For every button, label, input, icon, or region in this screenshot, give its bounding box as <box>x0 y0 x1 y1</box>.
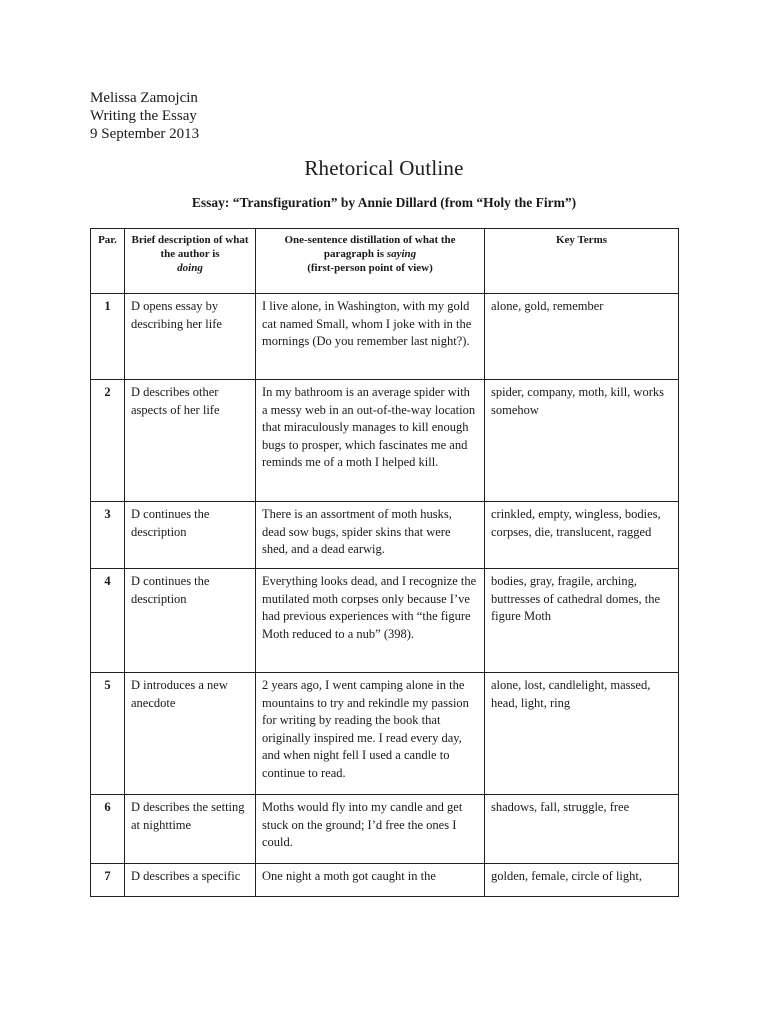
essay-subtitle: Essay: “Transfiguration” by Annie Dillard (from “Holy the Firm”) <box>191 195 577 210</box>
doing-cell: D describes the setting at nighttime <box>125 795 256 864</box>
rhetorical-outline-table <box>90 228 679 897</box>
doing-cell: D describes a specific <box>125 864 256 897</box>
author-name: Melissa Zamojcin <box>90 90 198 106</box>
par-number: 2 <box>91 380 125 502</box>
saying-cell: In my bathroom is an average spider with a messy web in an out-of-the-way location that miraculously manages to kill enough bugs to prosper, which fascinates me and reminds me of a moth I helped kill. <box>256 380 485 502</box>
table-row <box>91 380 679 502</box>
table-row <box>91 502 679 569</box>
table-row <box>91 864 679 897</box>
table-row <box>91 569 679 673</box>
table-row <box>91 294 679 380</box>
header-key-terms: Key Terms <box>485 229 679 294</box>
saying-cell: Everything looks dead, and I recognize the mutilated moth corpses only because I’ve had previous experiences with “the figure Moth reduced to a nub” (398). <box>256 569 485 673</box>
header-doing: Brief description of what the author is doing <box>125 229 256 294</box>
saying-cell: 2 years ago, I went camping alone in the mountains to try and rekindle my passion for writing by reading the book that originally inspired me. I read every day, and when night fell I used a candle to continue to read. <box>256 673 485 795</box>
key-terms-cell: alone, lost, candlelight, massed, head, light, ring <box>485 673 679 795</box>
doing-cell: D introduces a new anecdote <box>125 673 256 795</box>
par-number: 3 <box>91 502 125 569</box>
key-terms-cell: golden, female, circle of light, <box>485 864 679 897</box>
saying-cell: Moths would fly into my candle and get stuck on the ground; I’d free the ones I could. <box>256 795 485 864</box>
table-header-row <box>91 229 679 294</box>
doing-cell: D continues the description <box>125 569 256 673</box>
table-row <box>91 795 679 864</box>
document-date: 9 September 2013 <box>90 126 200 142</box>
key-terms-cell: spider, company, moth, kill, works somehow <box>485 380 679 502</box>
key-terms-cell: alone, gold, remember <box>485 294 679 380</box>
course-name: Writing the Essay <box>90 108 197 124</box>
doing-cell: D describes other aspects of her life <box>125 380 256 502</box>
saying-cell: I live alone, in Washington, with my gold cat named Small, whom I joke with in the mornings (Do you remember last night?). <box>256 294 485 380</box>
key-terms-cell: bodies, gray, fragile, arching, buttresses of cathedral domes, the figure Moth <box>485 569 679 673</box>
saying-cell: One night a moth got caught in the <box>256 864 485 897</box>
document-title: Rhetorical Outline <box>304 156 464 180</box>
par-number: 5 <box>91 673 125 795</box>
par-number: 1 <box>91 294 125 380</box>
par-number: 6 <box>91 795 125 864</box>
par-number: 7 <box>91 864 125 897</box>
key-terms-cell: shadows, fall, struggle, free <box>485 795 679 864</box>
table-row <box>91 673 679 795</box>
doing-cell: D continues the description <box>125 502 256 569</box>
par-number: 4 <box>91 569 125 673</box>
doing-cell: D opens essay by describing her life <box>125 294 256 380</box>
header-par: Par. <box>91 229 125 294</box>
header-saying: One-sentence distillation of what the paragraph is saying (first-person point of view) <box>256 229 485 294</box>
key-terms-cell: crinkled, empty, wingless, bodies, corpses, die, translucent, ragged <box>485 502 679 569</box>
saying-cell: There is an assortment of moth husks, dead sow bugs, spider skins that were shed, and a dead earwig. <box>256 502 485 569</box>
author-header <box>90 89 199 143</box>
